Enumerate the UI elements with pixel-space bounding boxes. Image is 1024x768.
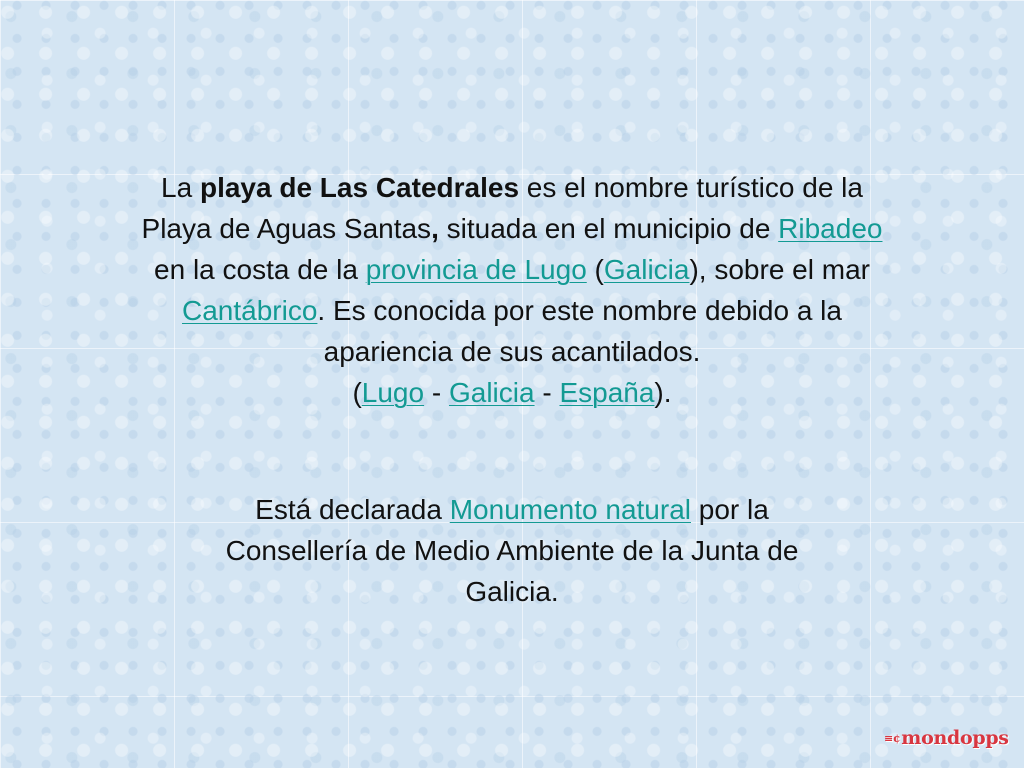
text-segment: ( (586, 254, 604, 285)
text-segment: Galicia. (465, 576, 559, 607)
text-segment: ), sobre el mar (689, 254, 870, 285)
text-segment: situada en el municipio de (438, 213, 779, 244)
link-provincia-de-lugo[interactable]: provincia de Lugo (365, 254, 587, 285)
link-espana[interactable]: España (559, 377, 655, 408)
text-segment: por la (691, 494, 769, 525)
logo-mark-icon: ≡¢ (884, 731, 901, 745)
text-segment: ( (352, 377, 362, 408)
text-segment: ). (654, 377, 672, 408)
text-segment: La (161, 172, 200, 203)
link-ribadeo[interactable]: Ribadeo (778, 213, 883, 244)
text-segment: - (424, 377, 449, 408)
paragraph-declaration (0, 489, 1024, 612)
link-galicia[interactable]: Galicia (603, 254, 690, 285)
text-line (0, 331, 1024, 372)
link-cantabrico[interactable]: Cantábrico (182, 295, 318, 326)
text-line (0, 249, 1024, 290)
text-segment: apariencia de sus acantilados. (323, 336, 701, 367)
logo-text: mondopps (901, 727, 1009, 749)
paragraph-description (0, 167, 1024, 413)
link-lugo[interactable]: Lugo (361, 377, 425, 408)
text-segment: es el nombre turístico de la (519, 172, 863, 203)
text-segment: . Es conocida por este nombre debido a la (317, 295, 842, 326)
text-line (0, 372, 1024, 413)
text-line (0, 167, 1024, 208)
text-segment: en la costa de la (154, 254, 366, 285)
text-line (0, 290, 1024, 331)
text-segment: - (534, 377, 560, 408)
text-line (0, 571, 1024, 612)
text-line (0, 530, 1024, 571)
text-line (0, 489, 1024, 530)
link-galicia[interactable]: Galicia (448, 377, 535, 408)
link-monumento-natural[interactable]: Monumento natural (449, 494, 691, 525)
text-line (0, 208, 1024, 249)
beach-name-bold: playa de Las Catedrales (199, 172, 520, 203)
text-segment: Consellería de Medio Ambiente de la Junta de (225, 535, 799, 566)
text-segment: Playa de Aguas Santas (141, 213, 432, 244)
text-segment: , (431, 213, 439, 244)
text-segment: Está declarada (255, 494, 450, 525)
mondopps-logo (884, 724, 1009, 752)
